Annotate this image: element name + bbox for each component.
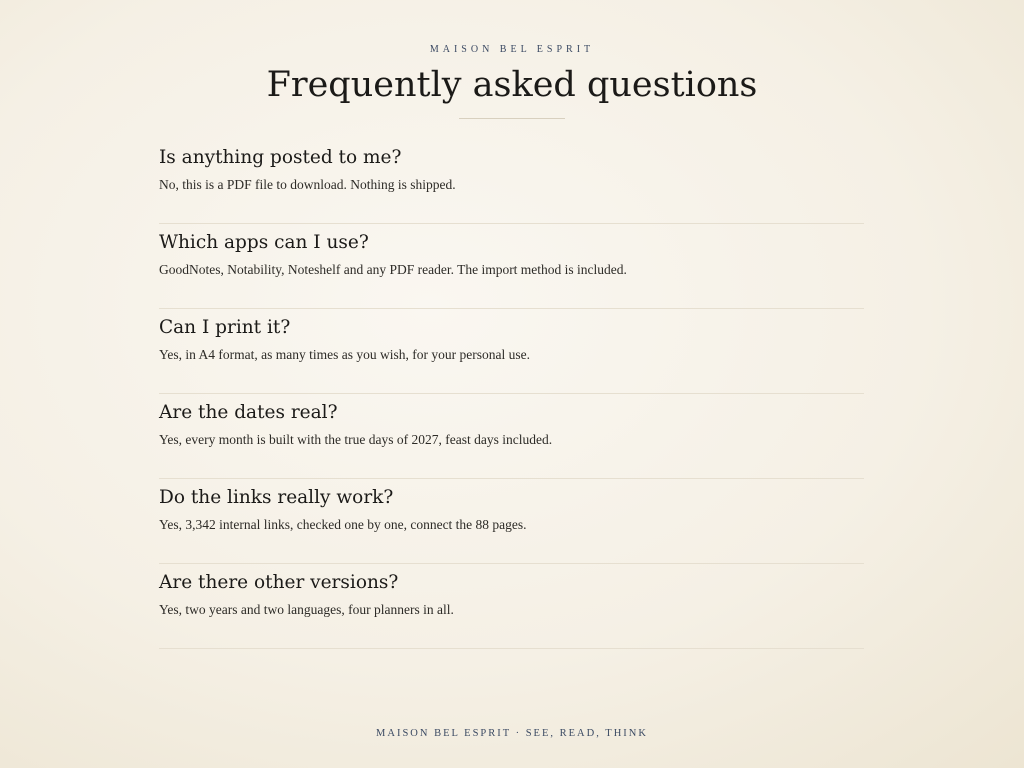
faq-question: Is anything posted to me? — [159, 147, 402, 168]
faq-answer: Yes, every month is built with the true days of 2027, feast days included. — [159, 432, 553, 447]
faq-answer: Yes, two years and two languages, four planners in all. — [159, 602, 454, 617]
faq-item — [159, 309, 864, 394]
faq-answer: Yes, in A4 format, as many times as you wish, for your personal use. — [159, 347, 530, 362]
faq-item — [159, 564, 864, 649]
faq-list — [159, 139, 864, 649]
faq-question: Can I print it? — [159, 317, 291, 338]
faq-item — [159, 139, 864, 224]
faq-item — [159, 224, 864, 309]
faq-answer: No, this is a PDF file to download. Nothing is shipped. — [159, 177, 456, 192]
page-title: Frequently asked questions — [266, 65, 758, 105]
faq-question: Do the links really work? — [159, 487, 394, 508]
faq-item — [159, 479, 864, 564]
faq-answer: GoodNotes, Notability, Noteshelf and any PDF reader. The import method is included. — [159, 262, 627, 277]
footer-tagline: MAISON BEL ESPRIT · SEE, READ, THINK — [376, 728, 648, 739]
faq-question: Are the dates real? — [159, 402, 338, 423]
faq-question: Are there other versions? — [159, 572, 399, 593]
title-divider — [459, 118, 565, 119]
faq-item — [159, 394, 864, 479]
faq-answer: Yes, 3,342 internal links, checked one by one, connect the 88 pages. — [159, 517, 527, 532]
faq-question: Which apps can I use? — [159, 232, 369, 253]
brand-name: MAISON BEL ESPRIT — [429, 44, 595, 55]
